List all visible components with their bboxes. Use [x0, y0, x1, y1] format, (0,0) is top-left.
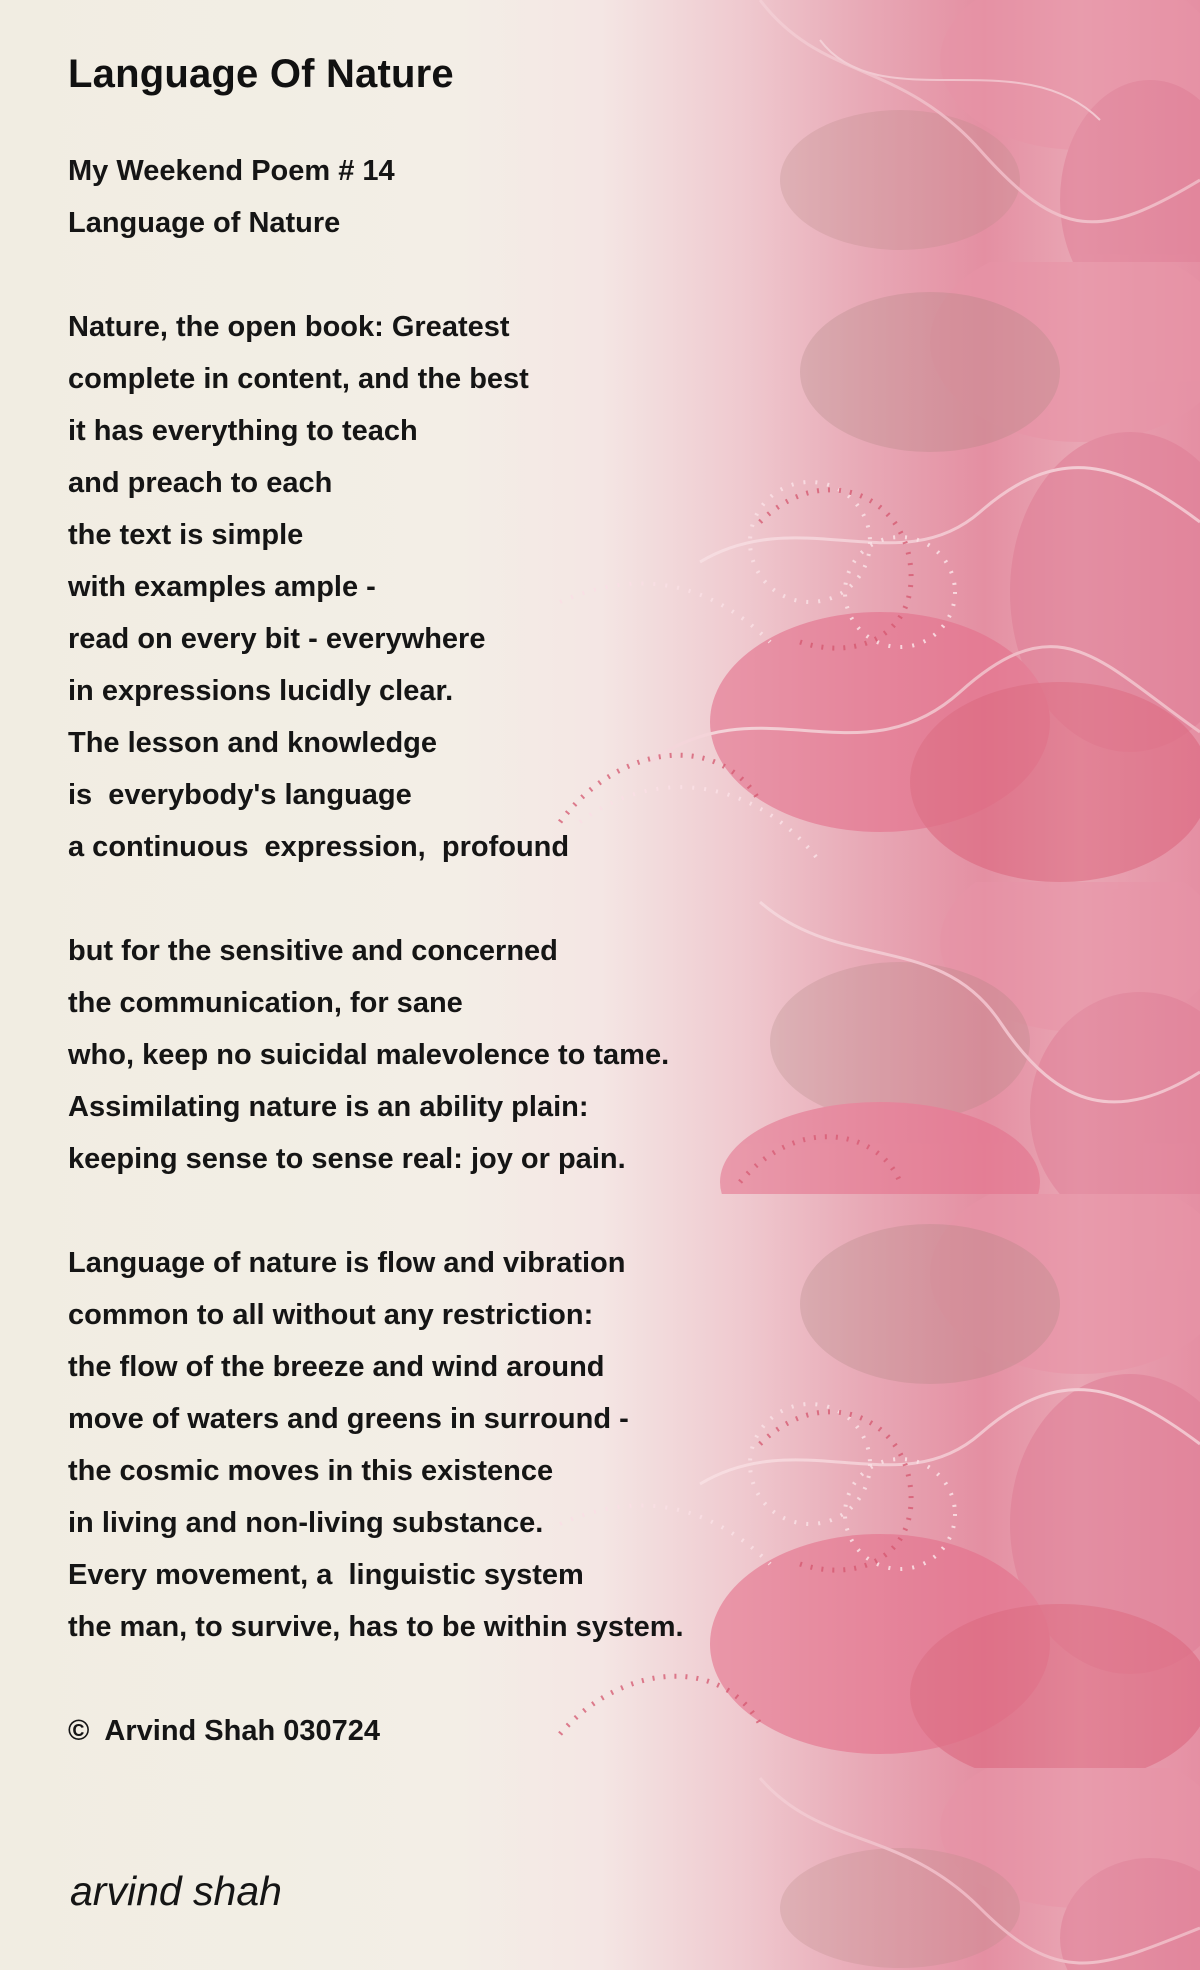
poem-line: but for the sensitive and concerned — [68, 935, 558, 967]
poem-line: and preach to each — [68, 467, 333, 499]
poem-line: in living and non-living substance. — [68, 1507, 544, 1539]
poem-line: a continuous expression, profound — [68, 831, 570, 863]
poem-line: complete in content, and the best — [68, 363, 529, 395]
poem-line: is everybody's language — [68, 779, 412, 811]
poem-line: Language of nature is flow and vibration — [68, 1247, 626, 1279]
poem-line: in expressions lucidly clear. — [68, 675, 454, 707]
poem-line: the flow of the breeze and wind around — [68, 1351, 605, 1383]
poem-line: move of waters and greens in surround - — [68, 1403, 629, 1435]
poem-line: keeping sense to sense real: joy or pain. — [68, 1143, 626, 1175]
author-signature: arvind shah — [70, 1868, 282, 1914]
poem-line: common to all without any restriction: — [68, 1299, 594, 1331]
poem-line: the man, to survive, has to be within system. — [68, 1611, 684, 1643]
poem-title: Language Of Nature — [68, 52, 454, 96]
poem-line: Nature, the open book: Greatest — [68, 311, 510, 343]
poem-subtitle: Language of Nature — [68, 207, 341, 239]
poem-line: The lesson and knowledge — [68, 727, 438, 759]
poem-line: the cosmic moves in this existence — [68, 1455, 554, 1487]
copyright-line: © Arvind Shah 030724 — [68, 1715, 381, 1747]
poem-line: it has everything to teach — [68, 415, 418, 447]
poem-subtitle: My Weekend Poem # 14 — [68, 155, 395, 187]
poem-line: with examples ample - — [68, 571, 376, 603]
poem-line: Every movement, a linguistic system — [68, 1559, 584, 1591]
poem-line: read on every bit - everywhere — [68, 623, 486, 655]
poem-line: the text is simple — [68, 519, 304, 551]
poem-line: the communication, for sane — [68, 987, 463, 1019]
poem-line: Assimilating nature is an ability plain: — [68, 1091, 589, 1123]
poem-line: who, keep no suicidal malevolence to tame. — [68, 1039, 670, 1071]
